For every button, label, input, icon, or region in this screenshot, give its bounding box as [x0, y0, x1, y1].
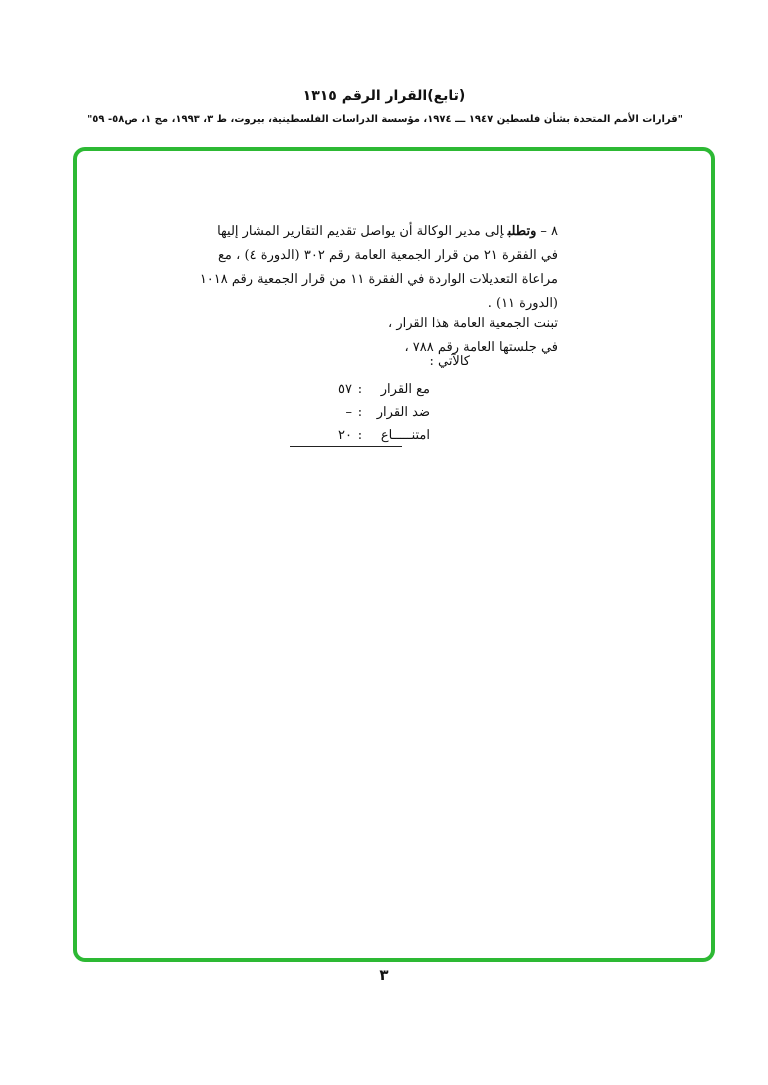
end-divider — [290, 446, 402, 447]
paragraph-line: في الفقرة ٢١ من قرار الجمعية العامة رقم ٣٠٢ (الدورة ٤) ، مع — [218, 248, 558, 263]
resolution-paragraph — [199, 220, 558, 316]
paragraph-number: ٨ – — [540, 224, 558, 239]
vote-intro: كالآتي : — [429, 354, 470, 369]
vote-count: ٢٠ — [338, 428, 352, 443]
vote-label: مع القرار — [380, 382, 430, 397]
vote-separator: : — [357, 382, 363, 397]
vote-tally — [320, 378, 430, 447]
vote-label: ضد القرار — [376, 405, 430, 420]
vote-count: – — [345, 405, 352, 420]
page-header-title: (تابع)القرار الرقم ١٣١٥ — [302, 88, 466, 104]
page-number: ٣ — [379, 966, 389, 984]
vote-row-for — [320, 378, 430, 401]
adoption-statement — [218, 312, 558, 360]
vote-separator: : — [357, 405, 363, 420]
paragraph-line: (الدورة ١١) . — [487, 296, 558, 311]
vote-count: ٥٧ — [338, 382, 352, 397]
adoption-line: تبنت الجمعية العامة هذا القرار ، — [388, 316, 558, 331]
paragraph-line — [218, 220, 558, 244]
vote-separator: : — [357, 428, 363, 443]
paragraph-text: إلى مدير الوكالة أن يواصل تقديم التقارير المشار إليها — [217, 224, 504, 239]
source-citation: "قرارات الأمم المتحدة بشأن فلسطين ١٩٤٧ ـــ ١٩٧٤، مؤسسة الدراسات الفلسطينية، بيروت، ط ٣، ١٩٩٣، مج ١، ص٥٨- ٥٩" — [87, 114, 683, 125]
vote-row-against — [320, 401, 430, 424]
meeting-line: في جلستها العامة رقم ٧٨٨ ، — [404, 340, 558, 355]
vote-label: امتنـــــاع — [380, 428, 430, 443]
paragraph-verb: وتطلب — [507, 224, 537, 239]
vote-row-abstain — [320, 424, 430, 447]
paragraph-line: مراعاة التعديلات الواردة في الفقرة ١١ من قرار الجمعية رقم ١٠١٨ — [199, 272, 558, 287]
